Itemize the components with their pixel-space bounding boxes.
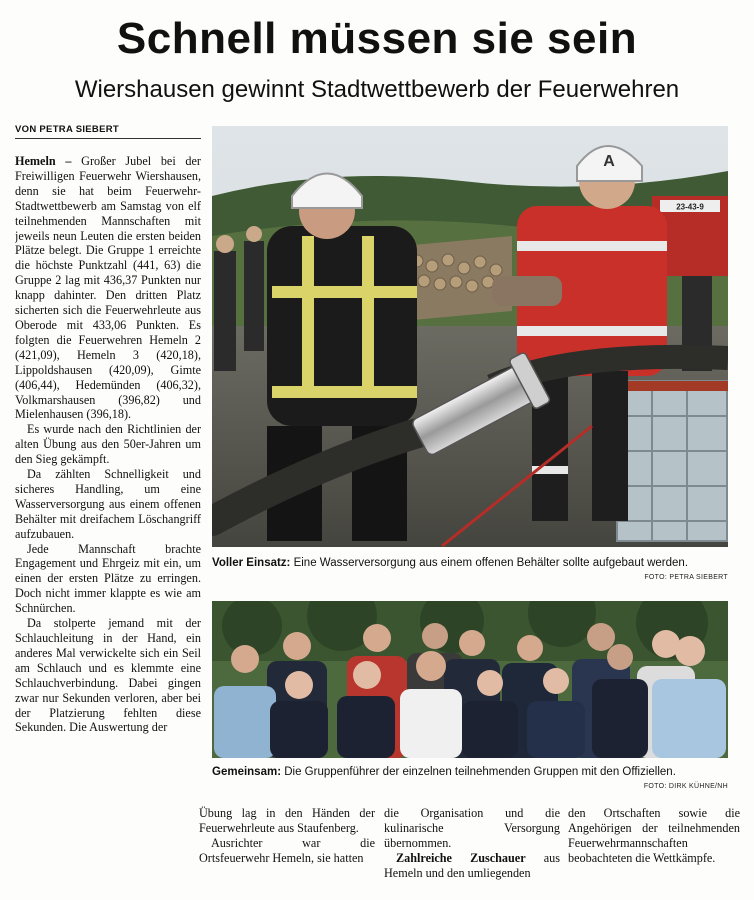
article-column-2 xyxy=(199,806,375,890)
photo-group xyxy=(212,601,728,758)
article-headline: Schnell müssen sie sein xyxy=(116,14,638,63)
article-paragraph: Übung lag in den Händen der Feuerwehrleute aus Staufenberg. xyxy=(199,806,375,835)
dateline: Hemeln – xyxy=(15,154,72,168)
photo-caption-2 xyxy=(212,765,728,780)
photo-credit-1: FOTO: PETRA SIEBERT xyxy=(644,574,728,581)
article-paragraph: Es wurde nach den Richtlinien der alten Übung aus den 50er-Jahren um den Sieg gekämpft. xyxy=(15,422,201,467)
photo-firefighters-hose xyxy=(212,126,728,547)
caption-lead: Voller Einsatz: xyxy=(212,557,291,569)
article-paragraph: die Organisation und die kulinarische Versorgung übernommen. xyxy=(384,806,560,850)
article-paragraph xyxy=(15,154,201,422)
article-column-3 xyxy=(384,806,560,890)
article-paragraph xyxy=(384,851,560,881)
highlight-text: Zahlreiche Zuschauer xyxy=(396,850,526,865)
article-column-4 xyxy=(568,806,740,890)
photo-caption-1 xyxy=(212,556,728,571)
article-paragraph: Jede Mannschaft brachte Engagement und Ehrgeiz mit ein, um einen der ersten Plätze zu erringen. Doch nicht immer klappte es wie am Schnürchen. xyxy=(15,541,201,616)
helmet-letter: A xyxy=(603,153,615,170)
caption-text: Eine Wasserversorgung aus einem offenen Behälter sollte aufgebaut werden. xyxy=(290,557,689,569)
plate-text: 23-43-9 xyxy=(676,202,704,212)
article-paragraph: Da zählten Schnelligkeit und sicheres Handling, um eine Wasserversorgung aus einem offenen Behälter mit dreifachem Löschangriff aufzubauen. xyxy=(15,467,201,541)
article-column-1 xyxy=(15,154,201,888)
photo-credit-2: FOTO: DIRK KÜHNE/NH xyxy=(643,783,728,790)
caption-lead: Gemeinsam: xyxy=(212,766,282,778)
article-paragraph: Ausrichter war die Ortsfeuerwehr Hemeln, sie hatten xyxy=(199,835,375,865)
article-paragraph: Da stolperte jemand mit der Schlauchleitung in der Hand, ein anderes Mal verwickelte sich ein Seil am Schlauch und es klemmte eine Schlauchverbindung. Dabei gingen zwar nur Sekunden verloren, aber bei der Platzierung fehlten diese Sekunden. Die Auswertung der xyxy=(15,616,201,735)
article-paragraph: den Ortschaften sowie die Angehörigen der teilnehmenden Feuerwehrmannschaften beobachteten die Wettkämpfe. xyxy=(568,806,740,865)
caption-text: Die Gruppenführer der einzelnen teilnehmenden Gruppen mit den Offiziellen. xyxy=(281,766,676,778)
byline: VON PETRA SIEBERT xyxy=(15,124,201,139)
paragraph-text: aus Hemeln und den umliegenden xyxy=(384,850,560,880)
paragraph-text: Großer Jubel bei der Freiwilligen Feuerwehr Wiershausen, denn sie hat beim Feuerwehr-Stadtwettbewerb am Samstag von elf teilnehmenden Mannschaften mit jeweils neun Leuten die ersten beiden Plätze belegt. Die Gruppe 1 erreichte die höchste Punktzahl (441, 63) die Gruppe 2 lag mit 436,37 Punkten nur knapp dahinter. Den dritten Platz sicherten sich die Feuerwehrleute aus Oberode mit 433,06 Punkten. Es folgten die Feuerwehren Hemeln 2 (421,09), Hemeln 3 (420,18), Lippoldshausen (420,09), Gimte (406,44), Hedemünden (406,32), Volkmarshausen (396,82) und Mielenhausen (396,18). xyxy=(15,154,201,422)
article-subheadline: Wiershausen gewinnt Stadtwettbewerb der Feuerwehren xyxy=(74,76,680,103)
